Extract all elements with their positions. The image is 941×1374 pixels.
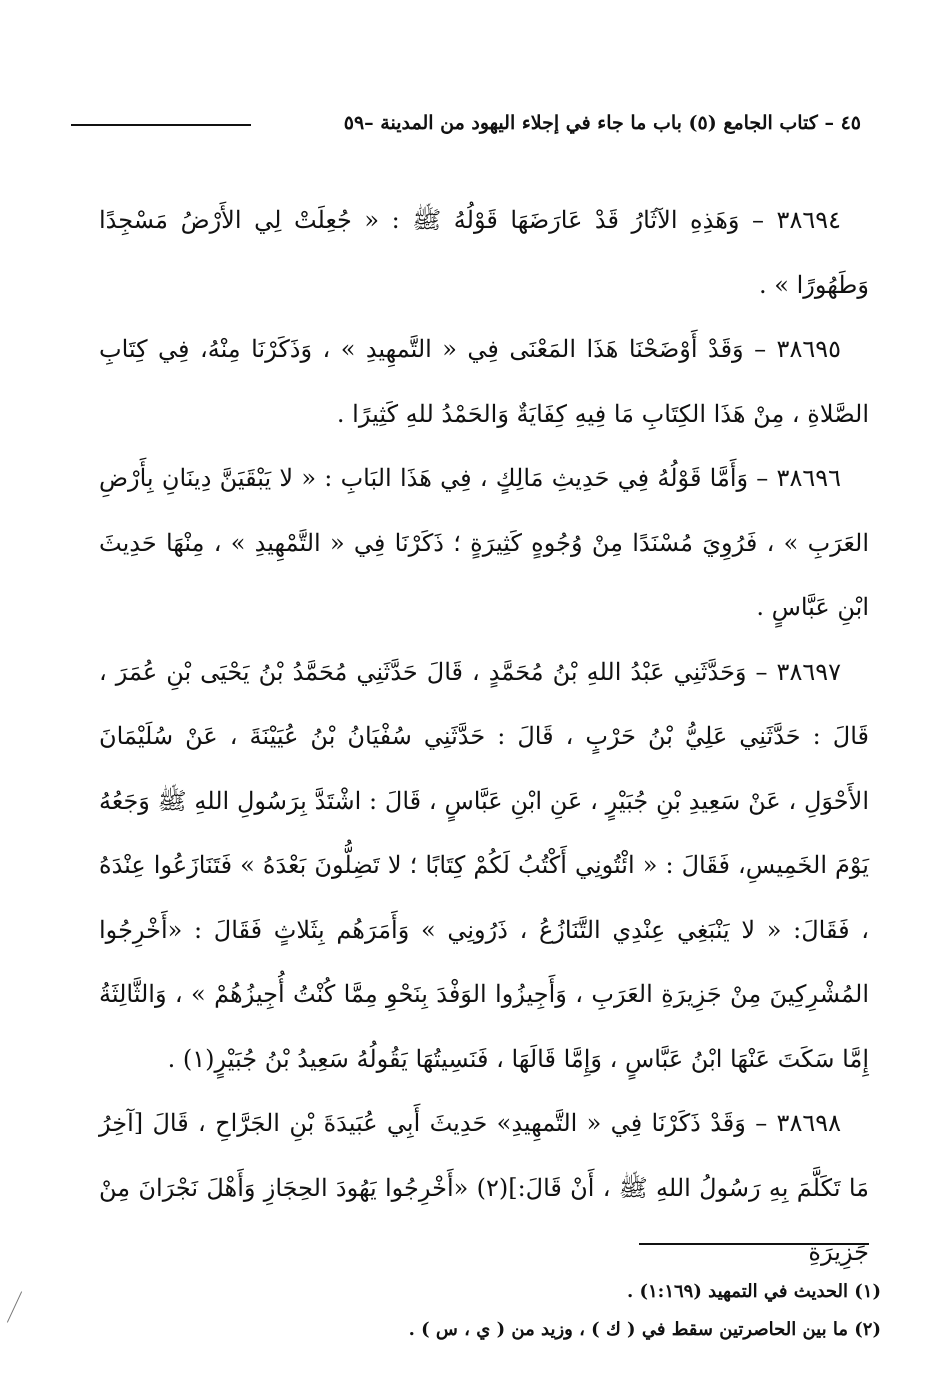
paragraph-text: – وَهَذِهِ الآثَارُ قَدْ عَارَضَهَا قَوْلُهُ ﷺ : « جُعِلَتْ لِي الأَرْضُ مَسْجِدًا وَطَهُورًا » . <box>99 206 869 299</box>
paragraph-38698 <box>99 1091 869 1285</box>
paragraph-text: – وَأَمَّا قَوْلُهُ فِي حَدِيثِ مَالِكٍ ، فِي هَذَا البَابِ : « لا يَبْقَيَنَّ دِينَانِ بِأَرْضِ العَرَبِ » ، فَرُوِيَ مُسْنَدًا مِنْ وُجُوهٍ كَثِيرَةٍ ؛ ذَكَرْنَا فِي « التَّمْهِيدِ » ، مِنْهَا حَدِيثَ ابْنِ عَبَّاسٍ . <box>99 464 869 621</box>
footnote-rule <box>639 1243 869 1245</box>
paragraph-38696 <box>99 446 869 640</box>
page-header <box>71 108 861 138</box>
paragraph-38694 <box>99 188 869 317</box>
footnote-1: (١) الحديث في التمهيد (١:١٦٩) . <box>626 1281 881 1302</box>
paragraph-number: ٣٨٦٩٧ <box>776 657 841 686</box>
footnotes <box>121 1273 881 1349</box>
paragraph-number: ٣٨٦٩٤ <box>776 206 841 234</box>
paragraph-text: – وَقَدْ أَوْضَحْنَا هَذَا المَعْنَى فِي « التَّمهِيدِ » ، وَذَكَرْنَا مِنْهُ، فِي كِتَابِ الصَّلاةِ ، مِنْ هَذَا الكِتَابِ مَا فِيهِ كِفَايَةٌ وَالحَمْدُ للهِ كَثِيرًا . <box>99 335 869 428</box>
paragraph-38695 <box>99 317 869 446</box>
paragraph-number: ٣٨٦٩٨ <box>776 1109 841 1137</box>
paragraph-text: – وَحَدَّثَنِي عَبْدُ اللهِ بْنُ مُحَمَّدٍ ، قَالَ حَدَّثَنِي مُحَمَّدُ بْنُ يَحْيَى بْنِ عُمَرَ ، قَالَ : حَدَّثَنِي عَلِيُّ بْنُ حَرْبٍ ، قَالَ : حَدَّثَنِي سُفْيَانُ بْنُ عُيَيْنَةَ ، عَنْ سُلَيْمَانَ الأَحْوَلِ ، عَنْ سَعِيدِ بْنِ جُبَيْرٍ ، عَنِ ابْنِ عَبَّاسٍ ، قَالَ : اشْتَدَّ بِرَسُولِ اللهِ ﷺ وَجَعُهُ يَوْمَ الخَمِيسِ، فَقَالَ : « ائْتُونِي أَكْتُبُ لَكُمْ كِتَابًا ؛ لا تَضِلُّونَ بَعْدَهُ » فَتَنَازَعُوا عِنْدَهُ ، فَقَالَ: « لا يَنْبَغِي عِنْدِي التَّنَازُعُ ، ذَرُونِي » وَأَمَرَهُم بِثَلاثٍ فَقَالَ : «أَخْرِجُوا المُشْرِكِينَ مِنْ جَزِيرَةِ العَرَبِ ، وَأَجِيزُوا الوَفْدَ بِنَحْوِ مِمَّا كُنْتُ أُجِيزُهُمْ » ، وَالثَّالِثَةُ إِمَّا سَكَتَ عَنْهَا ابْنُ عَبَّاسٍ ، وَإِمَّا قَالَهَا ، فَنَسِيتُهَا يَقُولُهُ سَعِيدُ بْنُ جُبَيْرٍ(١) . <box>99 657 869 1073</box>
paragraph-text: – وَقَدْ ذَكَرْنَا فِي « التَّمهِيدِ» حَدِيثَ أَبِي عُبَيدَةَ بْنِ الجَرَّاحِ ، قَالَ [آخِرُ مَا تَكَلَّمَ بِهِ رَسُولُ اللهِ ﷺ ، أَنْ قَالَ:](٢) «أَخْرِجُوا يَهُودَ الحِجَازِ وَأَهْلَ نَجْرَانَ مِنْ جَزِيرَةِ <box>99 1109 869 1266</box>
running-header-title: ٤٥ – كتاب الجامع (٥) باب ما جاء في إجلاء اليهود من المدينة –٥٩ <box>343 112 861 134</box>
main-text <box>99 188 869 1285</box>
margin-pencil-mark <box>7 1291 22 1322</box>
footnote-2: (٢) ما بين الحاصرتين سقط في ( ك ) ، وزيد من ( ي ، س ) . <box>408 1319 881 1340</box>
header-rule <box>71 124 251 126</box>
paragraph-38697 <box>99 640 869 1092</box>
paragraph-number: ٣٨٦٩٦ <box>776 464 841 492</box>
paragraph-number: ٣٨٦٩٥ <box>776 335 841 363</box>
